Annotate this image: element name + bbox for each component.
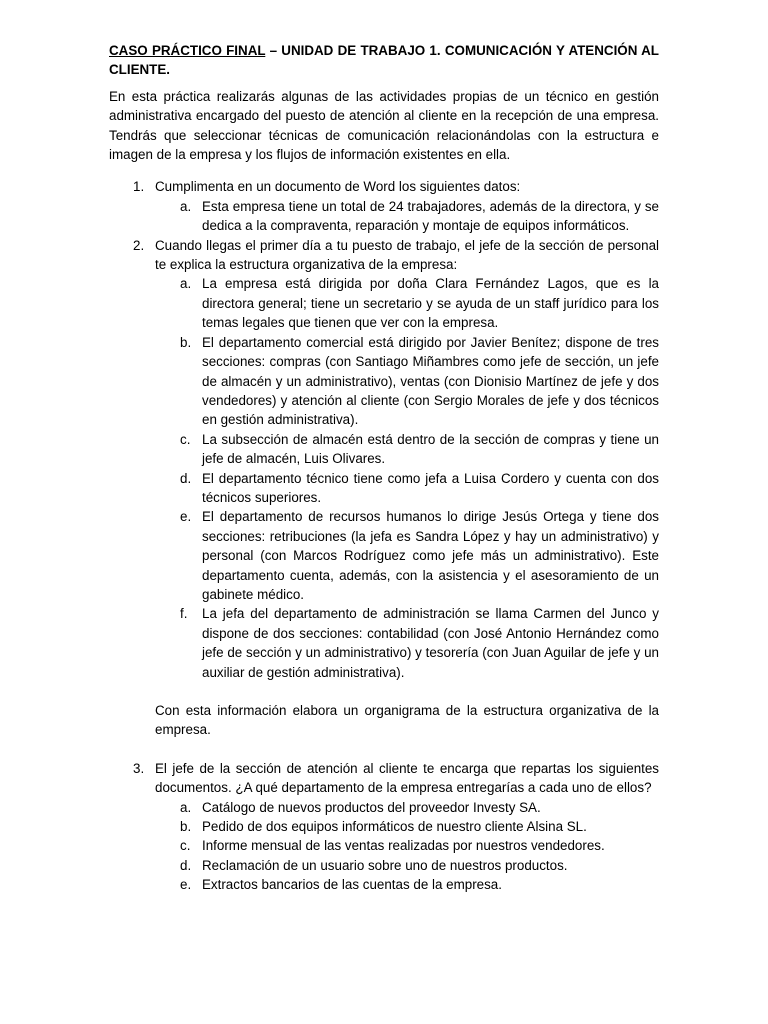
sub-letter: e.	[180, 509, 192, 525]
sub-item	[109, 798, 659, 817]
sub-text: El departamento técnico tiene como jefa a Luisa Cordero y cuenta con dos técnicos superiores.	[202, 470, 659, 505]
sub-text: El departamento comercial está dirigido por Javier Benítez; dispone de tres secciones: compras (con Santiago Miñambres como jefe de sección, un jefe de almacén y un administrativo), ventas (con Dionisio Martínez de jefe y dos vendedores) y atención al cliente (con Sergio Morales de jefe y dos técnicos en gestión administrativa).	[202, 334, 659, 428]
sub-item	[109, 469, 659, 508]
sub-text: Esta empresa tiene un total de 24 trabajadores, además de la directora, y se dedica a la compraventa, reparación y montaje de equipos informáticos.	[202, 198, 659, 234]
sub-letter: b.	[180, 334, 192, 350]
sub-text: El departamento de recursos humanos lo dirige Jesús Ortega y tiene dos secciones: retribuciones (la jefa es Sandra López y hay un administrativo) y personal (con Marcos Rodríguez como jefe más un administrativo). Este departamento cuenta, además, con la asistencia y el asesoramiento de un gabinete médico.	[202, 509, 659, 602]
sub-text: La jefa del departamento de administración se llama Carmen del Junco y dispone de dos secciones: contabilidad (con José Antonio Hernández como jefe de sección y un administrativo) y tesorería (con Juan Aguilar de jefe y un auxiliar de gestión administrativa).	[202, 606, 659, 680]
sub-text: Extractos bancarios de las cuentas de la empresa.	[202, 877, 502, 893]
exercise-2	[109, 236, 659, 740]
item-text: Cumplimenta en un documento de Word los siguientes datos:	[155, 179, 521, 195]
item-number: 1.	[133, 179, 145, 195]
sub-item	[109, 274, 659, 332]
sub-letter: c.	[180, 431, 191, 447]
sub-letter: f.	[180, 606, 188, 622]
sub-item	[109, 817, 659, 836]
item-number: 2.	[133, 237, 145, 253]
item-text: El jefe de la sección de atención al cliente te encarga que repartas los siguientes documentos. ¿A qué departamento de la empresa entregarías a cada uno de ellos?	[155, 760, 659, 796]
sub-letter: a.	[180, 198, 192, 214]
intro-paragraph: En esta práctica realizarás algunas de las actividades propias de un técnico en gestión administrativa encargado del puesto de atención al cliente en la recepción de una empresa. Tendrás que seleccionar técnicas de comunicación relacionándolas con la estructura e imagen de la empresa y los flujos de información existentes en ella.	[109, 88, 659, 163]
sub-text: La subsección de almacén está dentro de la sección de compras y tiene un jefe de almacén, Luis Olivares.	[202, 431, 659, 467]
sub-letter: d.	[180, 857, 192, 873]
list-item	[109, 759, 659, 798]
sub-letter: c.	[180, 838, 191, 854]
sub-letter: b.	[180, 819, 192, 835]
document-heading	[109, 41, 659, 80]
sub-item	[109, 604, 659, 682]
document-body	[109, 41, 659, 895]
sub-letter: a.	[180, 276, 192, 292]
exercise-3	[109, 759, 659, 895]
sub-item	[109, 836, 659, 855]
sub-letter: d.	[180, 470, 192, 486]
sub-item	[109, 856, 659, 875]
sub-item	[109, 430, 659, 469]
sub-item	[109, 333, 659, 430]
sub-text: La empresa está dirigida por doña Clara Fernández Lagos, que es la directora general; tiene un secretario y se ayuda de un staff jurídico para los temas legales que tienen que ver con la empresa.	[202, 276, 659, 331]
exercise-1	[109, 177, 659, 235]
list-item	[109, 236, 659, 275]
heading-rest: – UNIDAD DE TRABAJO 1. COMUNICACIÓN Y ATENCIÓN AL CLIENTE.	[109, 43, 659, 78]
sub-text: Informe mensual de las ventas realizadas por nuestros vendedores.	[202, 838, 605, 854]
sub-text: Reclamación de un usuario sobre uno de nuestros productos.	[202, 857, 568, 873]
sub-item	[109, 197, 659, 236]
heading-underlined: CASO PRÁCTICO FINAL	[109, 43, 266, 58]
sub-text: Pedido de dos equipos informáticos de nuestro cliente Alsina SL.	[202, 819, 587, 835]
sub-letter: e.	[180, 877, 192, 893]
item-text: Cuando llegas el primer día a tu puesto de trabajo, el jefe de la sección de personal te explica la estructura organizativa de la empresa:	[155, 237, 659, 273]
sub-letter: a.	[180, 799, 192, 815]
closing-paragraph: Con esta información elabora un organigrama de la estructura organizativa de la empresa.	[155, 703, 659, 738]
sub-item	[109, 507, 659, 604]
list-item	[109, 177, 659, 196]
sub-text: Catálogo de nuevos productos del proveedor Investy SA.	[202, 799, 541, 815]
item-number: 3.	[133, 760, 145, 776]
sub-item	[109, 875, 659, 894]
